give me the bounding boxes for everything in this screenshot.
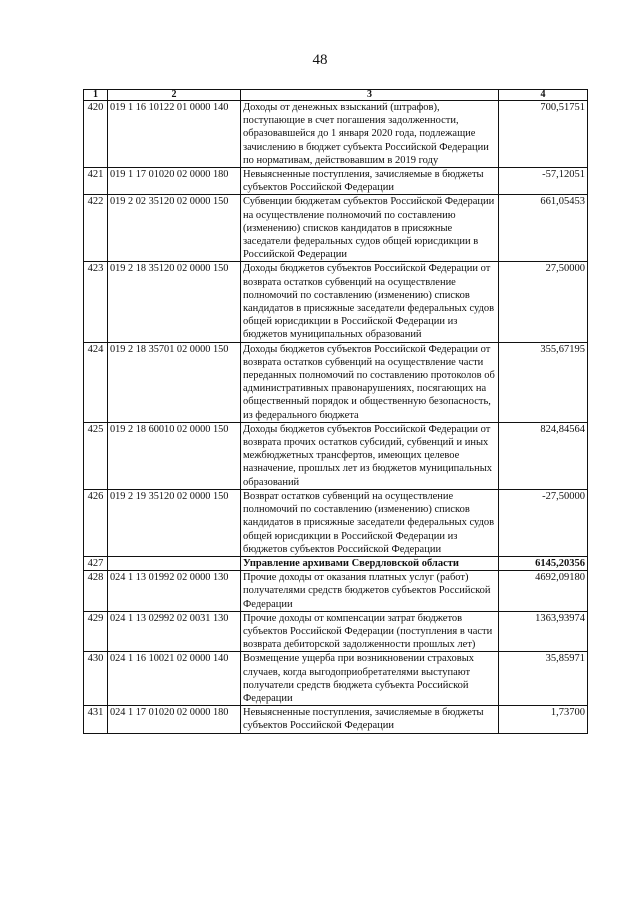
- row-description: Доходы бюджетов субъектов Российской Федерации от возврата остатков субвенций на осуществление полномочий по составлению (изменению) списков кандидатов в присяжные заседатели федеральных судов общей юрисдикции в Российской Федерации из бюджетов муниципальных образований: [241, 262, 499, 342]
- budget-code: 019 1 17 01020 02 0000 180: [108, 168, 241, 195]
- table-row: [84, 571, 588, 612]
- row-description: Субвенции бюджетам субъектов Российской Федерации на осуществление полномочий по составлению (изменению) списков кандидатов в присяжные заседатели федеральных судов общей юрисдикции в Российской Федерации: [241, 195, 499, 262]
- row-description: Доходы от денежных взысканий (штрафов), поступающие в счет погашения задолженности, образовавшейся до 1 января 2020 года, подлежащие зачислению в бюджет субъекта Российской Федерации по нормативам, действовавшим в 2019 году: [241, 101, 499, 168]
- table-row: [84, 262, 588, 342]
- budget-code: 024 1 17 01020 02 0000 180: [108, 706, 241, 733]
- row-amount: -57,12051: [499, 168, 588, 195]
- row-number: 421: [84, 168, 108, 195]
- row-amount: 1,73700: [499, 706, 588, 733]
- budget-code: 019 2 02 35120 02 0000 150: [108, 195, 241, 262]
- budget-code: 019 2 18 60010 02 0000 150: [108, 422, 241, 489]
- row-amount: 700,51751: [499, 101, 588, 168]
- budget-code: 024 1 13 01992 02 0000 130: [108, 571, 241, 612]
- row-amount: 35,85971: [499, 652, 588, 706]
- row-number: 430: [84, 652, 108, 706]
- row-number: 431: [84, 706, 108, 733]
- table-row: [84, 652, 588, 706]
- row-amount: 661,05453: [499, 195, 588, 262]
- budget-code: 024 1 16 10021 02 0000 140: [108, 652, 241, 706]
- header-col-4: 4: [499, 90, 588, 101]
- revenue-table: [83, 89, 588, 734]
- table-row: [84, 101, 588, 168]
- row-amount: 4692,09180: [499, 571, 588, 612]
- row-amount: 824,84564: [499, 422, 588, 489]
- row-amount: 6145,20356: [499, 556, 588, 570]
- row-number: 423: [84, 262, 108, 342]
- row-amount: 355,67195: [499, 342, 588, 422]
- budget-code: 019 2 18 35701 02 0000 150: [108, 342, 241, 422]
- row-description: Управление архивами Свердловской области: [241, 556, 499, 570]
- budget-code: 019 1 16 10122 01 0000 140: [108, 101, 241, 168]
- row-number: 428: [84, 571, 108, 612]
- row-description: Доходы бюджетов субъектов Российской Федерации от возврата остатков субвенций на осуществление части переданных полномочий по составлению протоколов об административных правонарушениях, посягающих на общественный порядок и общественную безопасность, из федерального бюджета: [241, 342, 499, 422]
- row-amount: 27,50000: [499, 262, 588, 342]
- row-number: 427: [84, 556, 108, 570]
- table-row: [84, 706, 588, 733]
- budget-code: [108, 556, 241, 570]
- row-description: Невыясненные поступления, зачисляемые в бюджеты субъектов Российской Федерации: [241, 168, 499, 195]
- table-header-row: [84, 90, 588, 101]
- table-row: [84, 489, 588, 556]
- table-row: [84, 611, 588, 652]
- row-number: 420: [84, 101, 108, 168]
- row-amount: 1363,93974: [499, 611, 588, 652]
- row-description: Доходы бюджетов субъектов Российской Федерации от возврата прочих остатков субсидий, субвенций и иных межбюджетных трансфертов, имеющих целевое назначение, прошлых лет из бюджетов муниципальных образований: [241, 422, 499, 489]
- table-row: [84, 422, 588, 489]
- header-col-3: 3: [241, 90, 499, 101]
- header-col-2: 2: [108, 90, 241, 101]
- row-number: 429: [84, 611, 108, 652]
- table-row: [84, 342, 588, 422]
- row-number: 422: [84, 195, 108, 262]
- row-description: Возмещение ущерба при возникновении страховых случаев, когда выгодоприобретателями выступают получатели средств бюджета субъекта Российской Федерации: [241, 652, 499, 706]
- row-amount: -27,50000: [499, 489, 588, 556]
- table-row: [84, 195, 588, 262]
- row-number: 425: [84, 422, 108, 489]
- budget-code: 019 2 19 35120 02 0000 150: [108, 489, 241, 556]
- row-number: 426: [84, 489, 108, 556]
- row-description: Невыясненные поступления, зачисляемые в бюджеты субъектов Российской Федерации: [241, 706, 499, 733]
- table-row: [84, 556, 588, 570]
- page-number: 48: [312, 52, 328, 68]
- header-col-1: 1: [84, 90, 108, 101]
- budget-code: 024 1 13 02992 02 0031 130: [108, 611, 241, 652]
- row-description: Возврат остатков субвенций на осуществление полномочий по составлению (изменению) списков кандидатов в присяжные заседатели федеральных судов общей юрисдикции в Российской Федерации из бюджетов субъектов Российской Федерации: [241, 489, 499, 556]
- row-description: Прочие доходы от оказания платных услуг (работ) получателями средств бюджетов субъектов Российской Федерации: [241, 571, 499, 612]
- row-description: Прочие доходы от компенсации затрат бюджетов субъектов Российской Федерации (поступления в части возврата дебиторской задолженности прошлых лет): [241, 611, 499, 652]
- table-row: [84, 168, 588, 195]
- budget-code: 019 2 18 35120 02 0000 150: [108, 262, 241, 342]
- row-number: 424: [84, 342, 108, 422]
